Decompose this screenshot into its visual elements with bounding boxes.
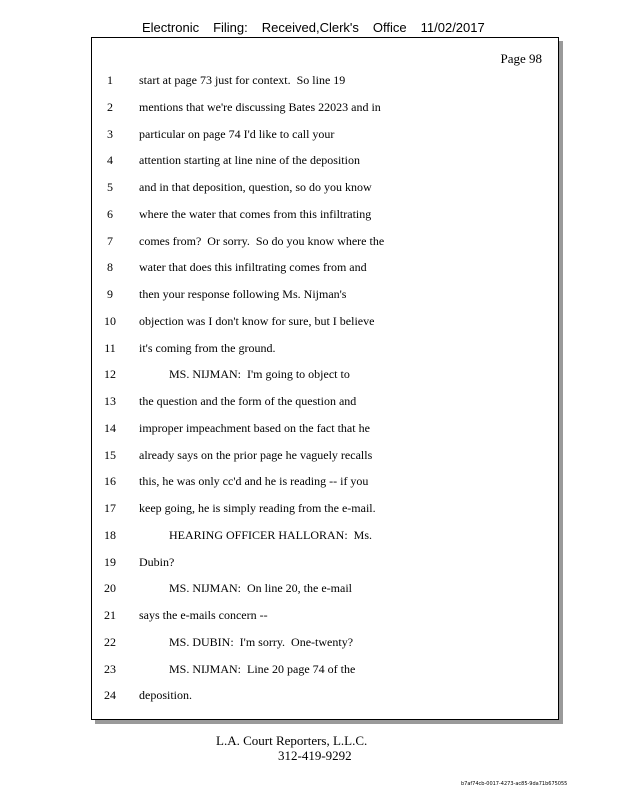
line-text: the question and the form of the question and: [139, 394, 357, 408]
line-number: 14: [104, 420, 116, 435]
line-number: 24: [104, 688, 116, 703]
line-number: 18: [104, 527, 116, 542]
line-text: HEARING OFFICER HALLORAN: Ms.: [139, 527, 373, 542]
line-number: 8: [107, 260, 113, 275]
transcript-line: [92, 474, 558, 492]
line-text: then your response following Ms. Nijman's: [139, 287, 347, 301]
transcript-line: [92, 207, 558, 225]
line-number: 16: [104, 474, 116, 489]
transcript-line: [92, 180, 558, 198]
line-number: 21: [104, 608, 116, 622]
line-text: attention starting at line nine of the deposition: [139, 153, 360, 168]
transcript-line: [92, 394, 558, 412]
document-id: b7af74cb-0017-4273-ac85-9da71b675055: [461, 781, 568, 787]
transcript-line: [92, 635, 558, 653]
line-number: 10: [104, 313, 116, 328]
transcript-line: [92, 367, 558, 385]
filing-stamp: [142, 20, 485, 35]
line-text: says the e-mails concern --: [139, 608, 268, 622]
transcript-line: [92, 662, 558, 680]
line-text: keep going, he is simply reading from the e-mail.: [139, 501, 376, 515]
line-text: improper impeachment based on the fact that he: [139, 420, 370, 435]
transcript-line: [92, 421, 558, 439]
line-text: MS. NIJMAN: On line 20, the e-mail: [139, 581, 352, 596]
line-number: 12: [104, 367, 116, 382]
transcript-line: [92, 555, 558, 573]
line-number: 4: [107, 153, 113, 168]
line-number: 3: [107, 126, 113, 141]
filing-stamp-date: 11/02/2017: [420, 20, 485, 35]
line-text: deposition.: [139, 688, 192, 703]
transcript-line: [92, 608, 558, 626]
transcript-line: [92, 688, 558, 706]
transcript-page: [91, 37, 559, 720]
line-number: 23: [104, 661, 116, 676]
line-text: MS. DUBIN: I'm sorry. One-twenty?: [139, 634, 354, 649]
transcript-line: [92, 153, 558, 171]
line-text: mentions that we're discussing Bates 22023 and in: [139, 99, 381, 114]
transcript-line: [92, 127, 558, 145]
line-text: Dubin?: [139, 554, 175, 569]
transcript-line: [92, 581, 558, 599]
line-text: objection was I don't know for sure, but I believe: [139, 313, 375, 328]
filing-stamp-word-received: Received,Clerk's: [261, 20, 359, 35]
line-number: 9: [107, 287, 113, 301]
line-number: 5: [107, 180, 113, 194]
footer-company: L.A. Court Reporters, L.L.C.: [216, 733, 368, 748]
line-text: MS. NIJMAN: Line 20 page 74 of the: [139, 661, 356, 676]
line-number: 6: [107, 206, 113, 221]
line-text: where the water that comes from this infiltrating: [139, 206, 372, 221]
line-text: already says on the prior page he vaguely recalls: [139, 447, 373, 462]
page-number: Page 98: [500, 51, 542, 66]
transcript-line: [92, 314, 558, 332]
line-text: particular on page 74 I'd like to call your: [139, 126, 335, 141]
line-text: MS. NIJMAN: I'm going to object to: [139, 367, 350, 382]
transcript-line: [92, 528, 558, 546]
line-number: 2: [107, 99, 113, 114]
transcript-line: [92, 234, 558, 252]
line-number: 13: [104, 394, 116, 408]
line-text: water that does this infiltrating comes from and: [139, 260, 367, 275]
filing-stamp-word-filing: Filing:: [213, 20, 248, 35]
footer-phone: 312-419-9292: [278, 748, 352, 763]
transcript-line: [92, 287, 558, 305]
line-number: 17: [104, 501, 116, 515]
line-number: 22: [104, 634, 116, 649]
filing-stamp-word-office: Office: [372, 20, 407, 35]
line-number: 15: [104, 447, 116, 462]
transcript-line: [92, 501, 558, 519]
line-number: 1: [107, 73, 113, 87]
line-text: this, he was only cc'd and he is reading -- if you: [139, 474, 369, 489]
line-number: 7: [107, 233, 113, 248]
line-text: comes from? Or sorry. So do you know where the: [139, 233, 385, 248]
line-text: and in that deposition, question, so do you know: [139, 180, 372, 194]
transcript-line: [92, 341, 558, 359]
transcript-line: [92, 260, 558, 278]
line-number: 19: [104, 554, 116, 569]
transcript-line: [92, 100, 558, 118]
line-text: it's coming from the ground.: [139, 340, 276, 355]
transcript-line: [92, 73, 558, 91]
line-text: start at page 73 just for context. So line 19: [139, 73, 346, 87]
transcript-line: [92, 448, 558, 466]
line-number: 11: [104, 340, 116, 355]
line-number: 20: [104, 581, 116, 596]
filing-stamp-word-electronic: Electronic: [142, 20, 200, 35]
